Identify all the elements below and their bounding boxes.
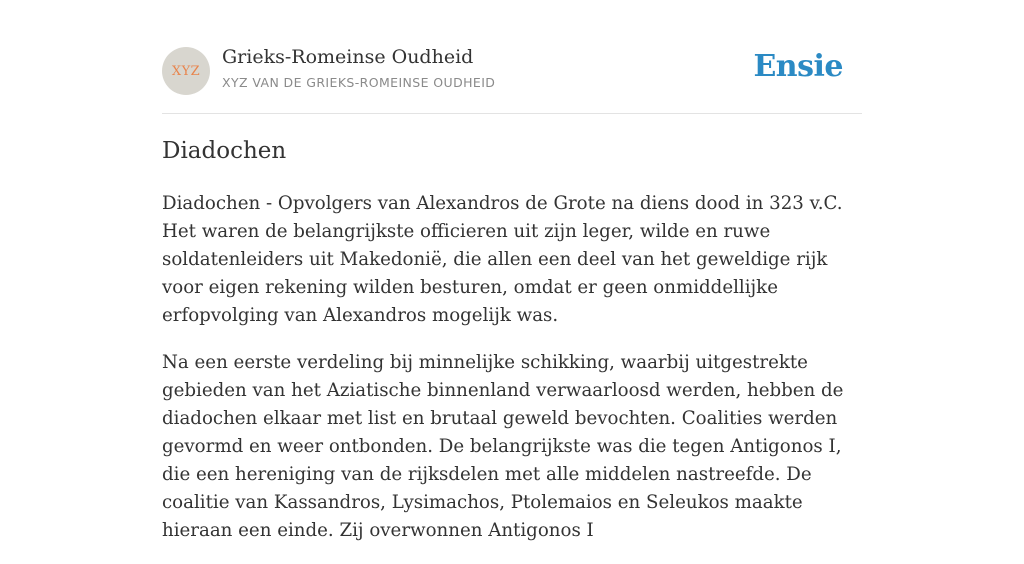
source-subtitle: XYZ VAN DE GRIEKS-ROMEINSE OUDHEID (222, 75, 496, 90)
article-title: Diadochen (162, 138, 287, 164)
article-paragraph: Diadochen - Opvolgers van Alexandros de Grote na diens dood in 323 v.C. Het waren de belangrijkste officieren uit zijn leger, wilde en ruwe soldatenleiders uit Makedonië, die allen een deel van het geweldige rijk voor eigen rekening wilden besturen, omdat er geen onmiddellijke erfopvolging van Alexandros mogelijk was. (162, 193, 843, 326)
source-avatar[interactable]: XYZ (162, 47, 210, 95)
article-body (162, 190, 864, 564)
source-header (162, 0, 862, 114)
article-paragraph: Na een eerste verdeling bij minnelijke schikking, waarbij uitgestrekte gebieden van het Aziatische binnenland verwaarloosd werden, hebben de diadochen elkaar met list en brutaal geweld bevochten. Coalities werden gevormd en weer ontbonden. De belangrijkste was die tegen Antigonos I, die een hereniging van de rijksdelen met alle middelen nastreefde. De coalitie van Kassandros, Lysimachos, Ptolemaios en Seleukos maakte hieraan een einde. Zij overwonnen Antigonos I (162, 352, 844, 541)
ensie-logo[interactable]: Ensie (753, 49, 843, 84)
source-title[interactable]: Grieks-Romeinse Oudheid (222, 46, 474, 68)
content-column (162, 0, 862, 541)
